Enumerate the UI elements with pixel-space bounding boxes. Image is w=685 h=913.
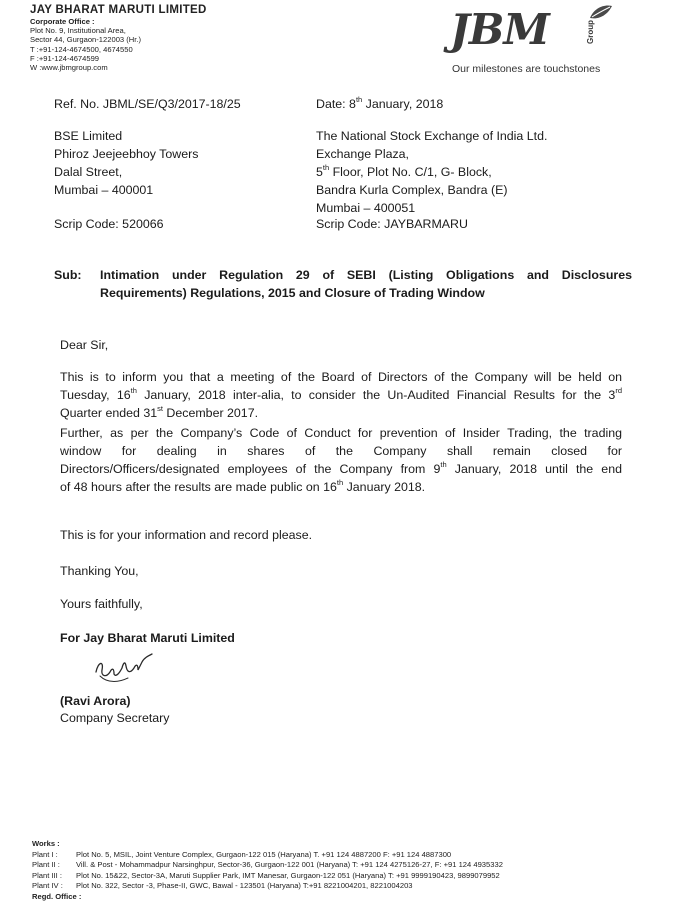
signatory-title: Company Secretary bbox=[60, 711, 170, 725]
web-line: W :www.jbmgroup.com bbox=[30, 63, 108, 73]
salutation: Dear Sir, bbox=[60, 338, 109, 352]
works-label: Works : bbox=[32, 839, 60, 848]
subject-line-1: Sub: Intimation under Regulation 29 of SEBI (Listing Obligations and Disclosures bbox=[54, 268, 632, 282]
corporate-office-block bbox=[30, 17, 141, 72]
nse-address bbox=[316, 127, 547, 217]
office-label: Corporate Office : bbox=[30, 17, 95, 26]
paragraph-meeting: This is to inform you that a meeting of the Board of Directors of the Company will be held on Tuesday, 16th January, 2018 inter-alia, to consider the Un-Audited Financial Results for the 3rd Quarter ended 31st December 2017. bbox=[60, 370, 622, 420]
phone-line: T :+91-124-4674500, 4674550 bbox=[30, 44, 133, 54]
bse-line-4: Mumbai – 400001 bbox=[54, 183, 154, 197]
plant-4: Plant IV : Plot No. 322, Sector -3, Phase-II, GWC, Bawal - 123501 (Haryana) T:+91 8221004201, 8221004203 bbox=[32, 881, 413, 891]
bse-line-3: Dalal Street, bbox=[54, 165, 123, 179]
thanking-line: Thanking You, bbox=[60, 564, 139, 578]
logo-group-text: Group bbox=[586, 20, 595, 44]
bse-line-1: BSE Limited bbox=[54, 129, 123, 143]
nse-line-1: The National Stock Exchange of India Ltd. bbox=[316, 129, 548, 143]
bse-line-2: Phiroz Jeejeebhoy Towers bbox=[54, 147, 199, 161]
paragraph-trading-window: Further, as per the Company’s Code of Conduct for prevention of Insider Trading, the trading window for dealing in shares of the Company shall remain closed for Directors/Officers/designated employees of the Company from 9th January, 2018 until the end of 48 hours after the results are made public on 16th January 2018. bbox=[60, 426, 622, 494]
company-name: JAY BHARAT MARUTI LIMITED bbox=[30, 4, 207, 16]
leaf-icon bbox=[588, 4, 614, 22]
for-company: For Jay Bharat Maruti Limited bbox=[60, 631, 235, 645]
paragraph-information: This is for your information and record please. bbox=[60, 528, 313, 542]
bse-address bbox=[54, 127, 198, 199]
letter-date: Date: 8th January, 2018 bbox=[316, 94, 444, 111]
plant-3: Plant III : Plot No. 15&22, Sector-3A, Maruti Supplier Park, IMT Manesar, Gurgaon-122 051 (Haryana) T: +91 9999190423, 9899079952 bbox=[32, 870, 500, 880]
subject-line-2: Requirements) Regulations, 2015 and Closure of Trading Window bbox=[100, 286, 485, 300]
nse-line-4: Bandra Kurla Complex, Bandra (E) bbox=[316, 183, 508, 197]
closing-line: Yours faithfully, bbox=[60, 597, 143, 611]
logo-text: JBM bbox=[450, 5, 549, 54]
jbm-logo bbox=[450, 4, 620, 56]
plant-1: Plant I : Plot No. 5, MSIL, Joint Venture Complex, Gurgaon-122 015 (Haryana) T. +91 124 4887200 F: +91 124 4887300 bbox=[32, 849, 452, 859]
subject bbox=[54, 266, 632, 302]
signatory-name: (Ravi Arora) bbox=[60, 694, 131, 708]
plant-2: Plant II : Vill. & Post - Mohammadpur Narsinghpur, Sector-36, Gurgaon-122 001 (Haryana) T: +91 124 4275126-27, F: +91 124 4935332 bbox=[32, 860, 503, 870]
address-line-2: Sector 44, Gurgaon-122003 (Hr.) bbox=[30, 35, 142, 45]
fax-line: F :+91-124-4674599 bbox=[30, 53, 100, 63]
regd-office-label: Regd. Office : bbox=[32, 891, 82, 901]
bse-scrip-code: Scrip Code: 520066 bbox=[54, 217, 164, 231]
signature bbox=[90, 642, 170, 690]
nse-line-2: Exchange Plaza, bbox=[316, 147, 409, 161]
reference-number: Ref. No. JBML/SE/Q3/2017-18/25 bbox=[54, 97, 241, 111]
nse-line-5: Mumbai – 400051 bbox=[316, 201, 416, 215]
nse-scrip-code: Scrip Code: JAYBARMARU bbox=[316, 217, 468, 231]
footer-addresses bbox=[32, 839, 503, 903]
tagline: Our milestones are touchstones bbox=[452, 63, 601, 75]
address-line-1: Plot No. 9, Institutional Area, bbox=[30, 26, 126, 36]
nse-line-3: 5th Floor, Plot No. C/1, G- Block, bbox=[316, 162, 492, 179]
